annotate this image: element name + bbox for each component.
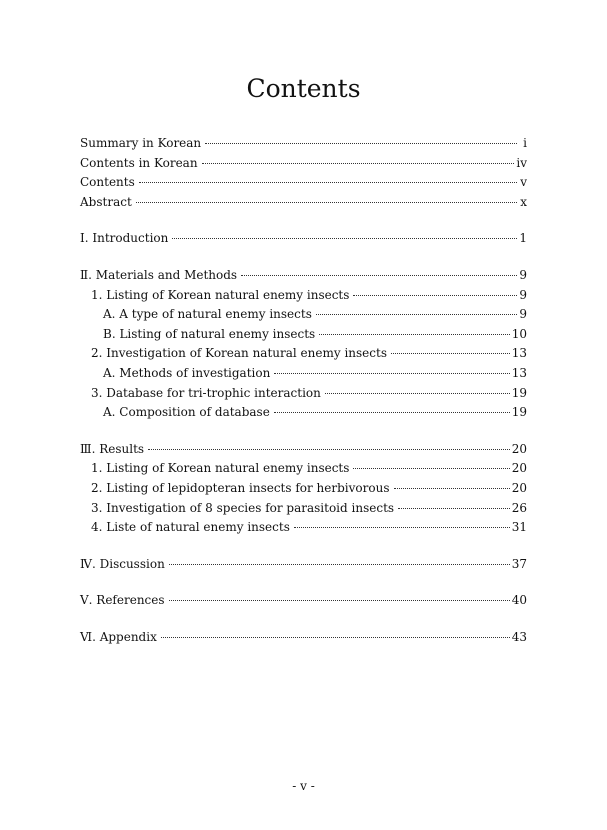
toc-dot-leader <box>394 488 510 489</box>
toc-entry-label: A. A type of natural enemy insects <box>103 307 312 322</box>
toc-entry-label: 1. Listing of Korean natural enemy insects <box>91 287 350 302</box>
toc-entry[interactable] <box>80 173 527 193</box>
toc-entry-page-number: 37 <box>511 556 527 571</box>
toc-entry[interactable] <box>80 518 527 538</box>
toc-entry[interactable] <box>80 154 527 174</box>
toc-entry-page-number: iv <box>516 155 527 170</box>
toc-dot-leader <box>202 163 515 164</box>
toc-entry-page-number: 9 <box>519 287 527 302</box>
toc-entry[interactable] <box>80 305 527 325</box>
toc-dot-leader <box>241 275 517 276</box>
page-number: - v - <box>292 779 315 793</box>
toc-entry-page-number: 19 <box>511 405 527 420</box>
toc-group <box>80 229 527 249</box>
toc-entry[interactable] <box>80 266 527 286</box>
toc-dot-leader <box>391 353 510 354</box>
toc-entry-page-number: 43 <box>511 629 527 644</box>
toc-entry-page-number: 13 <box>511 346 527 361</box>
toc-entry[interactable] <box>80 440 527 460</box>
toc-entry[interactable] <box>80 384 527 404</box>
toc-entry-label: A. Composition of database <box>103 405 270 420</box>
toc-entry-label: Summary in Korean <box>80 136 202 150</box>
toc-entry[interactable] <box>80 286 527 306</box>
toc-entry-page-number: 40 <box>511 593 527 608</box>
toc-group <box>80 591 527 611</box>
page-title: Contents <box>246 74 361 103</box>
toc-entry-label: 2. Investigation of Korean natural enemy insects <box>91 346 387 361</box>
toc-entry-label: Ⅵ. Appendix <box>80 629 157 644</box>
toc-dot-leader <box>353 295 517 296</box>
toc-dot-leader <box>169 600 510 601</box>
toc-dot-leader <box>319 334 510 335</box>
toc-entry[interactable] <box>80 479 527 499</box>
toc-group <box>80 555 527 575</box>
toc-entry[interactable] <box>80 229 527 249</box>
toc-entry-page-number: 20 <box>511 461 527 476</box>
toc-entry-page-number: v <box>520 175 527 190</box>
toc-group <box>80 628 527 648</box>
toc-entry[interactable] <box>80 591 527 611</box>
toc-dot-leader <box>148 449 510 450</box>
toc-dot-leader <box>353 468 509 469</box>
toc-dot-leader <box>136 202 517 203</box>
toc-entry-page-number: x <box>520 194 527 209</box>
toc-dot-leader <box>316 314 517 315</box>
toc-entry-page-number: 20 <box>511 480 527 495</box>
toc-dot-leader <box>161 637 510 638</box>
toc-entry[interactable] <box>80 499 527 519</box>
toc-entry-label: Ⅳ. Discussion <box>80 556 165 571</box>
toc-entry-page-number: 26 <box>511 500 527 515</box>
toc-entry-page-number: 1 <box>519 231 527 246</box>
toc-group <box>80 266 527 423</box>
toc-dot-leader <box>139 182 517 183</box>
toc-entry[interactable] <box>80 555 527 575</box>
toc-entry-label: Contents in Korean <box>80 155 198 170</box>
toc-entry-page-number: i <box>523 136 527 150</box>
toc-entry-page-number: 10 <box>511 326 527 341</box>
toc-entry-label: 2. Listing of lepidopteran insects for herbivorous <box>91 480 390 495</box>
toc-entry-label: Ⅲ. Results <box>80 441 145 456</box>
toc-entry[interactable] <box>80 325 527 345</box>
toc-dot-leader <box>172 238 517 239</box>
toc-dot-leader <box>325 393 510 394</box>
toc-entry-label: Ⅰ. Introduction <box>80 231 169 246</box>
toc-entry-label: A. Methods of investigation <box>103 365 271 380</box>
toc-entry-label: Ⅱ. Materials and Methods <box>80 267 238 282</box>
toc-entry[interactable] <box>80 459 527 479</box>
toc-entry[interactable] <box>80 628 527 648</box>
toc-entry-page-number: 13 <box>511 365 527 380</box>
toc-entry[interactable] <box>80 403 527 423</box>
toc-entry-label: 3. Investigation of 8 species for parasitoid insects <box>91 500 395 515</box>
toc-entry-page-number: 9 <box>519 267 527 282</box>
toc-entry-page-number: 20 <box>511 441 527 456</box>
toc-entry-label: Ⅴ. References <box>80 593 165 608</box>
toc-entry-label: 3. Database for tri-trophic interaction <box>91 385 321 400</box>
toc-entry[interactable] <box>80 364 527 384</box>
toc-entry[interactable] <box>80 134 527 154</box>
toc-group <box>80 440 527 538</box>
toc-entry-page-number: 31 <box>511 520 527 535</box>
toc-group <box>80 134 527 212</box>
toc-entry-page-number: 9 <box>519 307 527 322</box>
toc-dot-leader <box>294 527 510 528</box>
toc-entry-label: 4. Liste of natural enemy insects <box>91 520 290 535</box>
table-of-contents <box>80 134 527 664</box>
toc-dot-leader <box>274 373 509 374</box>
toc-entry-label: Contents <box>80 175 135 190</box>
toc-entry[interactable] <box>80 193 527 213</box>
toc-dot-leader <box>274 412 510 413</box>
toc-dot-leader <box>205 143 517 144</box>
toc-entry-label: 1. Listing of Korean natural enemy insects <box>91 461 350 476</box>
toc-entry-label: Abstract <box>80 194 132 209</box>
toc-dot-leader <box>398 508 510 509</box>
toc-entry[interactable] <box>80 344 527 364</box>
toc-dot-leader <box>169 564 510 565</box>
toc-entry-page-number: 19 <box>511 385 527 400</box>
toc-entry-label: B. Listing of natural enemy insects <box>103 326 316 341</box>
